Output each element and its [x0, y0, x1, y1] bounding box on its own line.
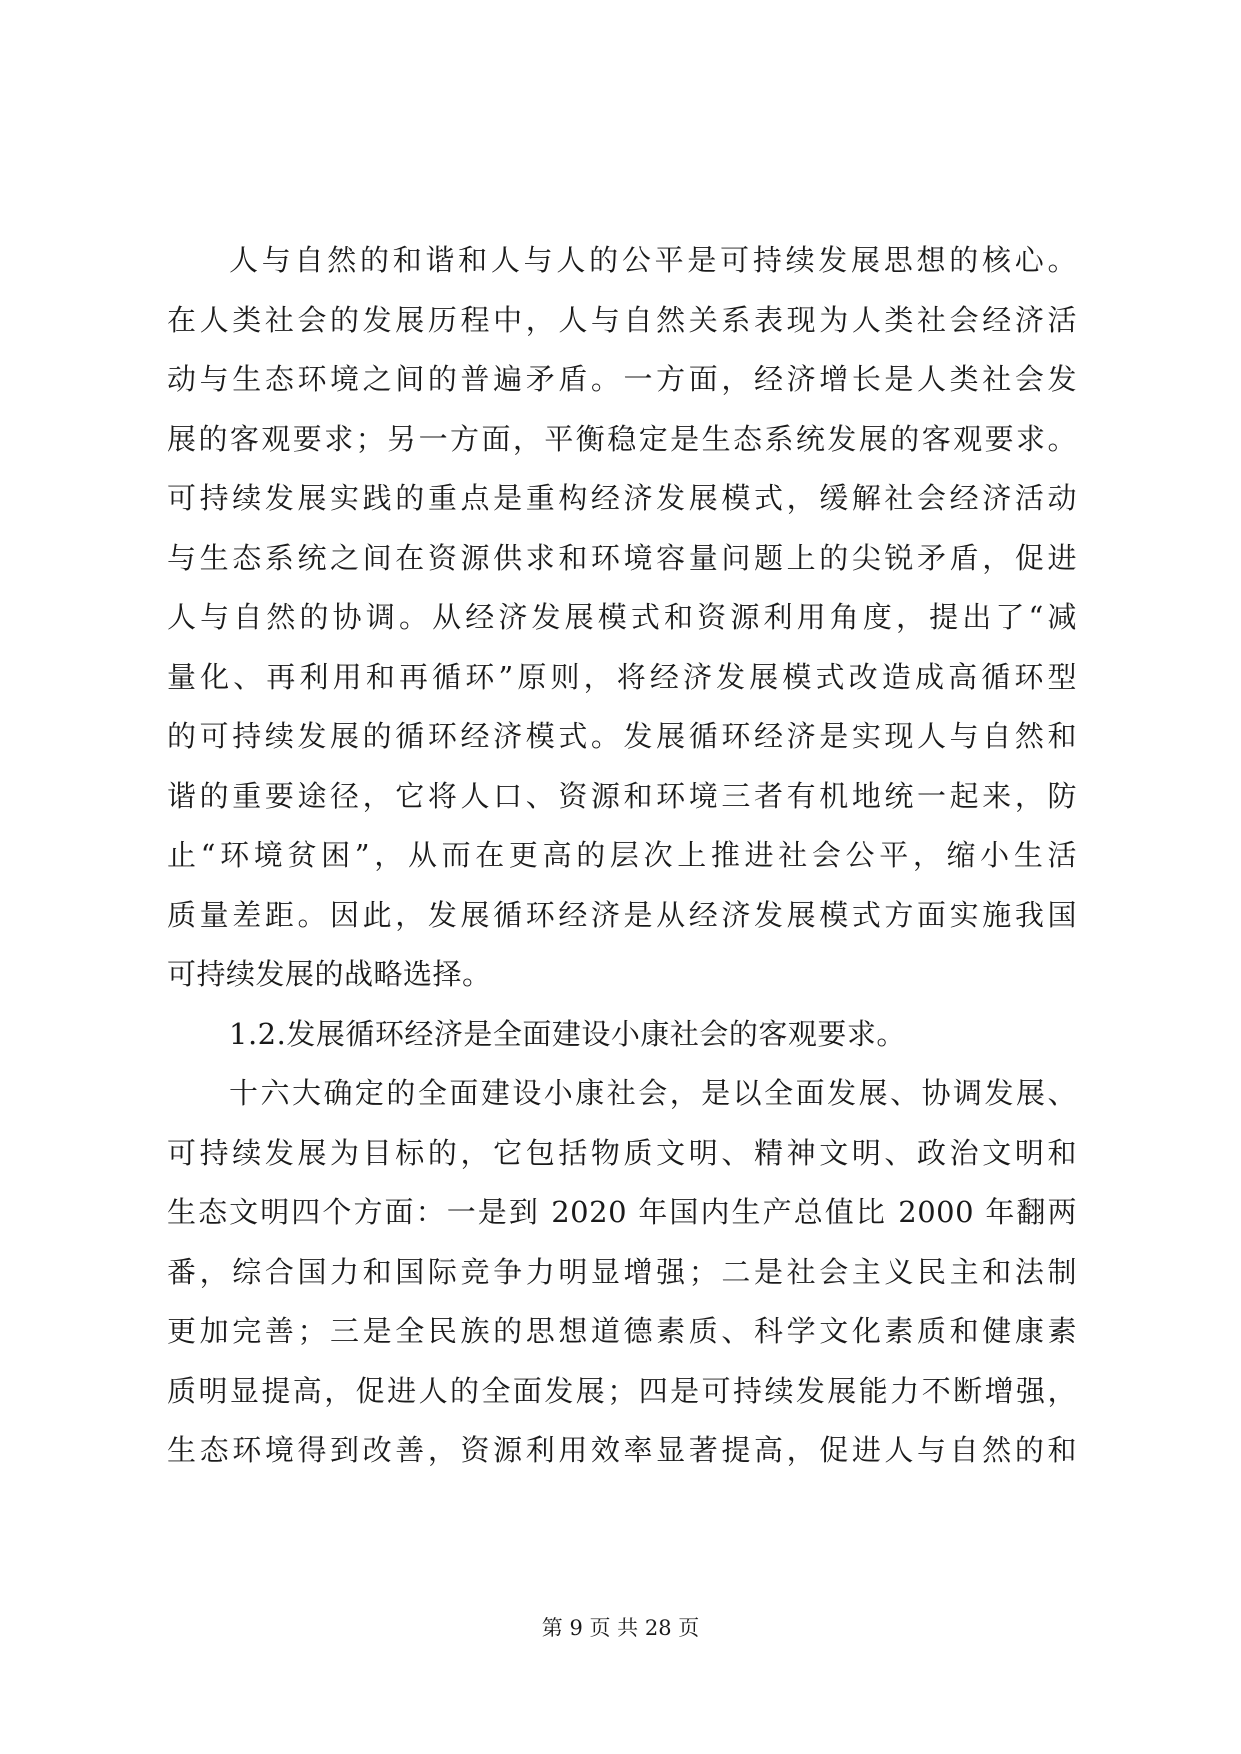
text-line: 可持续发展的战略选择。	[167, 957, 492, 991]
page-footer	[0, 1612, 1241, 1642]
text-line: 可持续发展为目标的，它包括物质文明、精神文明、政治文明和	[167, 1135, 1077, 1170]
text-line: 展的客观要求；另一方面，平衡稳定是生态系统发展的客观要求。	[167, 421, 1077, 456]
text-line: 的可持续发展的循环经济模式。发展循环经济是实现人与自然和	[167, 719, 1077, 753]
text-line: 番，综合国力和国际竞争力明显增强；二是社会主义民主和法制	[167, 1254, 1077, 1289]
text-line: 止“环境贫困”，从而在更高的层次上推进社会公平，缩小生活	[167, 838, 1077, 872]
text-line: 量化、再利用和再循环”原则，将经济发展模式改造成高循环型	[167, 659, 1077, 694]
paragraph-2	[167, 1064, 1077, 1481]
text-line: 生态环境得到改善，资源利用效率显著提高，促进人与自然的和	[167, 1433, 1077, 1467]
text-line: 与生态系统之间在资源供求和环境容量问题上的尖锐矛盾，促进	[167, 540, 1077, 575]
page-number-label: 第 9 页 共 28 页	[541, 1616, 700, 1640]
text-line: 十六大确定的全面建设小康社会，是以全面发展、协调发展、	[229, 1076, 1077, 1110]
text-line: 更加完善；三是全民族的思想道德素质、科学文化素质和健康素	[167, 1314, 1077, 1348]
heading-line: 1.2.发展循环经济是全面建设小康社会的客观要求。	[229, 1016, 906, 1051]
text-line: 人与自然的和谐和人与人的公平是可持续发展思想的核心。	[229, 243, 1077, 277]
text-line: 谐的重要途径，它将人口、资源和环境三者有机地统一起来，防	[167, 778, 1077, 813]
text-line: 质明显提高，促进人的全面发展；四是可持续发展能力不断增强，	[167, 1373, 1077, 1408]
text-line: 人与自然的协调。从经济发展模式和资源利用角度，提出了“减	[167, 600, 1077, 634]
paragraph-1	[167, 231, 1077, 1005]
text-line: 在人类社会的发展历程中，人与自然关系表现为人类社会经济活	[167, 302, 1077, 337]
text-line: 可持续发展实践的重点是重构经济发展模式，缓解社会经济活动	[167, 481, 1077, 515]
body-text	[167, 231, 1077, 1481]
text-line: 生态文明四个方面：一是到 2020 年国内生产总值比 2000 年翻两	[167, 1195, 1077, 1229]
text-line: 质量差距。因此，发展循环经济是从经济发展模式方面实施我国	[167, 897, 1077, 932]
text-line: 动与生态环境之间的普遍矛盾。一方面，经济增长是人类社会发	[167, 362, 1077, 396]
section-heading-1-2	[167, 1005, 1077, 1065]
